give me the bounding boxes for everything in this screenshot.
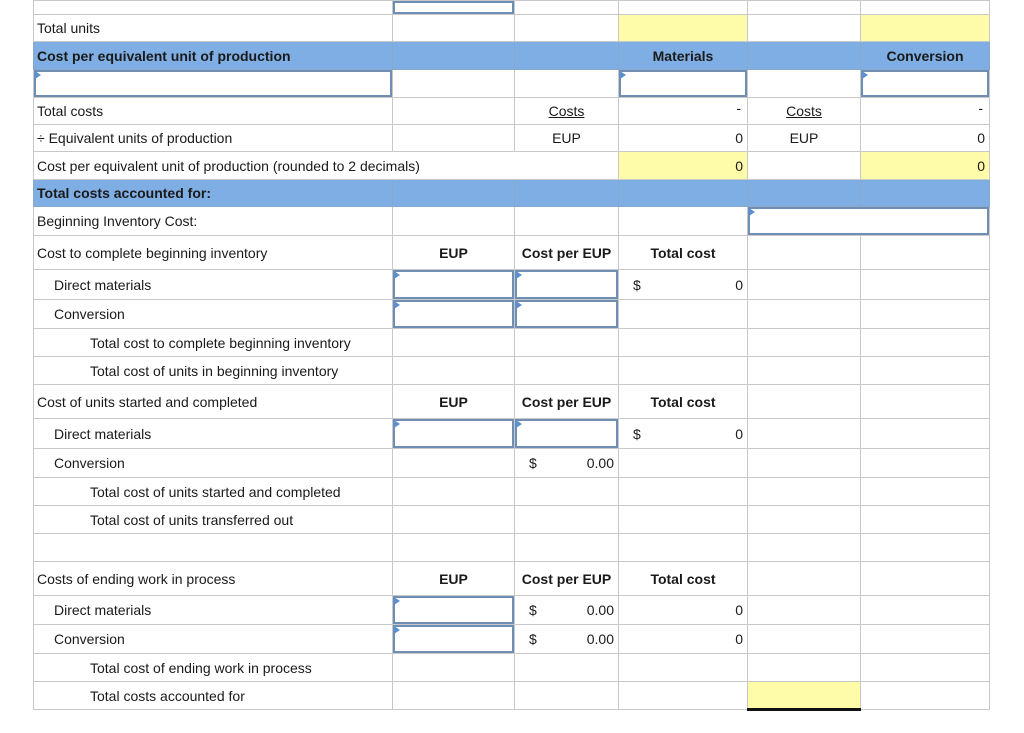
input-cell[interactable] <box>393 1 515 15</box>
cost-per-eup-header-3: Cost per EUP <box>515 562 619 596</box>
label-input[interactable] <box>34 70 393 98</box>
beg-dm-eup-input[interactable] <box>393 270 515 300</box>
table-row <box>34 596 990 625</box>
cost-report-table <box>33 0 990 711</box>
cost-per-eup-rounded-label: Cost per equivalent unit of production (rounded to 2 decimals) <box>34 152 619 180</box>
conversion-input[interactable] <box>861 70 990 98</box>
total-cost-started-completed-label: Total cost of units started and completed <box>34 478 393 506</box>
table-row <box>34 125 990 152</box>
table-row <box>34 270 990 300</box>
dollar-sign: $ <box>529 455 537 471</box>
ewip-conv-cpe: 0.00 <box>586 631 614 647</box>
table-row <box>34 1 990 15</box>
cost-to-complete-beg-label: Cost to complete beginning inventory <box>34 236 393 270</box>
ewip-dm-total: 0 <box>619 596 748 625</box>
ewip-conv-label: Conversion <box>34 625 393 654</box>
total-cost-complete-beg-label: Total cost to complete beginning inventory <box>34 329 393 357</box>
started-completed-label: Cost of units started and completed <box>34 385 393 419</box>
eup-div-label: ÷ Equivalent units of production <box>34 125 393 152</box>
eup-label: EUP <box>515 125 619 152</box>
sc-dm-total: 0 <box>735 425 743 442</box>
eup-header-2: EUP <box>393 385 515 419</box>
ewip-conv-eup-input[interactable] <box>393 625 515 654</box>
table-row <box>34 625 990 654</box>
table-row <box>34 562 990 596</box>
conversion-total-units-cell <box>861 15 990 42</box>
total-costs-accounted-cell <box>748 682 861 710</box>
table-row <box>34 180 990 207</box>
sc-conv-cpe: 0.00 <box>586 455 614 471</box>
sc-dm-eup-input[interactable] <box>393 419 515 449</box>
conversion-eup-value: 0 <box>861 125 990 152</box>
total-cost-header-2: Total cost <box>619 385 748 419</box>
dollar-sign: $ <box>633 276 641 293</box>
beg-dm-cpe-input[interactable] <box>515 270 619 300</box>
conversion-header: Conversion <box>861 42 990 70</box>
total-costs-label: Total costs <box>34 98 393 125</box>
costs-label: Costs <box>515 98 619 125</box>
table-row <box>34 357 990 385</box>
materials-header: Materials <box>619 42 748 70</box>
dollar-sign: $ <box>633 425 641 442</box>
table-row <box>34 385 990 419</box>
total-costs-accounted-for-label: Total costs accounted for <box>34 682 393 710</box>
table-row <box>34 15 990 42</box>
table-row <box>34 236 990 270</box>
sc-conv-label: Conversion <box>34 449 393 478</box>
eup-header-3: EUP <box>393 562 515 596</box>
total-cost-ending-wip-label: Total cost of ending work in process <box>34 654 393 682</box>
table-row <box>34 682 990 710</box>
table-row <box>34 654 990 682</box>
materials-total-units-cell <box>619 15 748 42</box>
beg-dm-total: 0 <box>735 276 743 293</box>
dollar-sign: $ <box>529 631 537 647</box>
table-row <box>34 478 990 506</box>
total-costs-accounted-header: Total costs accounted for: <box>34 180 393 207</box>
sc-dm-label: Direct materials <box>34 419 393 449</box>
table-row <box>34 449 990 478</box>
beginning-inventory-cost-label: Beginning Inventory Cost: <box>34 207 393 236</box>
eup-label-2: EUP <box>748 125 861 152</box>
beg-conv-eup-input[interactable] <box>393 300 515 329</box>
total-cost-header: Total cost <box>619 236 748 270</box>
beg-conv-label: Conversion <box>34 300 393 329</box>
table-row <box>34 506 990 534</box>
sc-dm-cpe-input[interactable] <box>515 419 619 449</box>
ewip-conv-total: 0 <box>619 625 748 654</box>
table-row <box>34 419 990 449</box>
table-row <box>34 329 990 357</box>
table-row <box>34 207 990 236</box>
cost-per-eup-header: Cost per EUP <box>515 236 619 270</box>
ewip-dm-label: Direct materials <box>34 596 393 625</box>
beg-dm-label: Direct materials <box>34 270 393 300</box>
cost-per-eup-header-2: Cost per EUP <box>515 385 619 419</box>
ewip-dm-eup-input[interactable] <box>393 596 515 625</box>
costs-label-2: Costs <box>748 98 861 125</box>
beginning-inventory-input[interactable] <box>748 207 990 236</box>
table-row <box>34 42 990 70</box>
ewip-dm-cpe: 0.00 <box>586 602 614 618</box>
conversion-cpe-value: 0 <box>861 152 990 180</box>
total-cost-header-3: Total cost <box>619 562 748 596</box>
table-row <box>34 534 990 562</box>
cost-per-eup-header: Cost per equivalent unit of production <box>34 42 393 70</box>
materials-cpe-value: 0 <box>619 152 748 180</box>
total-cost-transferred-out-label: Total cost of units transferred out <box>34 506 393 534</box>
beg-conv-cpe-input[interactable] <box>515 300 619 329</box>
materials-cost-dash: - <box>736 100 741 116</box>
table-row <box>34 300 990 329</box>
eup-header: EUP <box>393 236 515 270</box>
materials-eup-value: 0 <box>619 125 748 152</box>
table-row <box>34 98 990 125</box>
dollar-sign: $ <box>529 602 537 618</box>
table-row <box>34 70 990 98</box>
table-row <box>34 152 990 180</box>
conversion-cost-dash: - <box>978 100 983 116</box>
materials-input[interactable] <box>619 70 748 98</box>
ending-wip-label: Costs of ending work in process <box>34 562 393 596</box>
total-units-label: Total units <box>34 15 393 42</box>
total-cost-units-beg-label: Total cost of units in beginning inventory <box>34 357 393 385</box>
